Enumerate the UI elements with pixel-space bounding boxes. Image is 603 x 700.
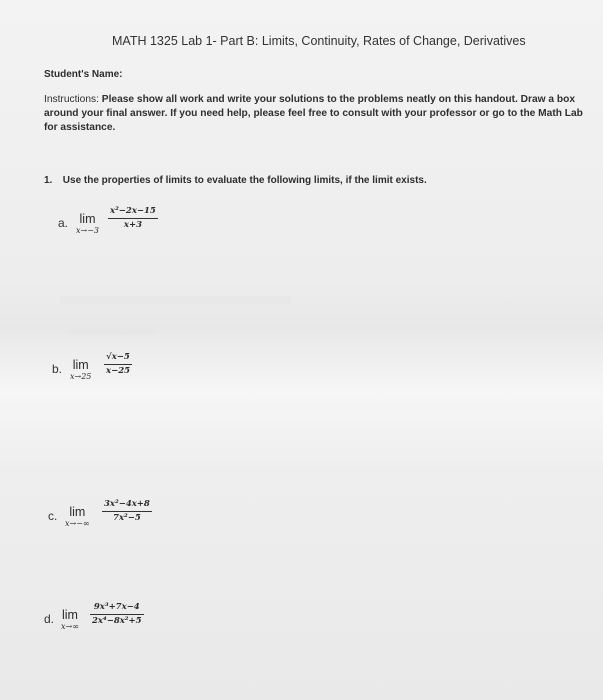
denominator: 2x⁴−8x²+5 [92,616,142,626]
fraction-bar [108,218,158,219]
numerator: √x−5 [106,352,130,362]
numerator: 9x³+7x−4 [93,602,140,612]
problem-label: b. [52,362,63,376]
limit-operator [61,608,79,631]
lim-word: lim [79,212,96,226]
fraction [102,499,152,524]
limit-operator [70,358,91,381]
instructions-lead: Instructions: [44,94,99,105]
numerator: x²−2x−15 [110,206,156,216]
fraction [108,206,158,231]
student-name-label: Student's Name: [44,69,123,80]
bleed-through-mark [60,296,290,304]
fraction-bar [104,364,132,365]
denominator: x−25 [106,366,131,376]
lim-word: lim [69,505,86,519]
question-number: 1. [44,175,53,186]
problem-label: d. [44,612,55,626]
problem-d [44,602,244,638]
problem-a [58,206,258,242]
denominator: 7x²−5 [113,513,141,523]
question-text: Use the properties of limits to evaluate the following limits, if the limit exists. [62,175,427,186]
problem-b [52,352,252,388]
problem-c [48,499,248,535]
fraction [90,602,144,627]
instructions [44,93,592,135]
limit-approach: x→∞ [61,622,79,631]
limit-operator [65,505,90,528]
problem-label: a. [58,216,69,230]
fraction [104,352,132,377]
document-title: MATH 1325 Lab 1- Part B: Limits, Continuity, Rates of Change, Derivatives [112,34,526,48]
denominator: x+3 [123,220,142,230]
numerator: 3x²−4x+8 [104,499,150,509]
fraction-bar [90,614,144,615]
limit-approach: x→25 [70,372,92,381]
lim-word: lim [61,608,78,622]
limit-operator [76,212,99,235]
bleed-through-mark [66,326,156,334]
limit-approach: x→−∞ [65,519,90,528]
lim-word: lim [72,358,89,372]
question-1 [44,175,427,186]
fraction-bar [102,511,152,512]
problem-label: c. [48,509,58,523]
instructions-body: Please show all work and write your solutions to the problems neatly on this handout. Draw a box around your final answer. If you need help, please feel free to consult with your professor or go to the Math Lab for assistance. [44,94,583,133]
limit-approach: x→−3 [76,226,100,235]
